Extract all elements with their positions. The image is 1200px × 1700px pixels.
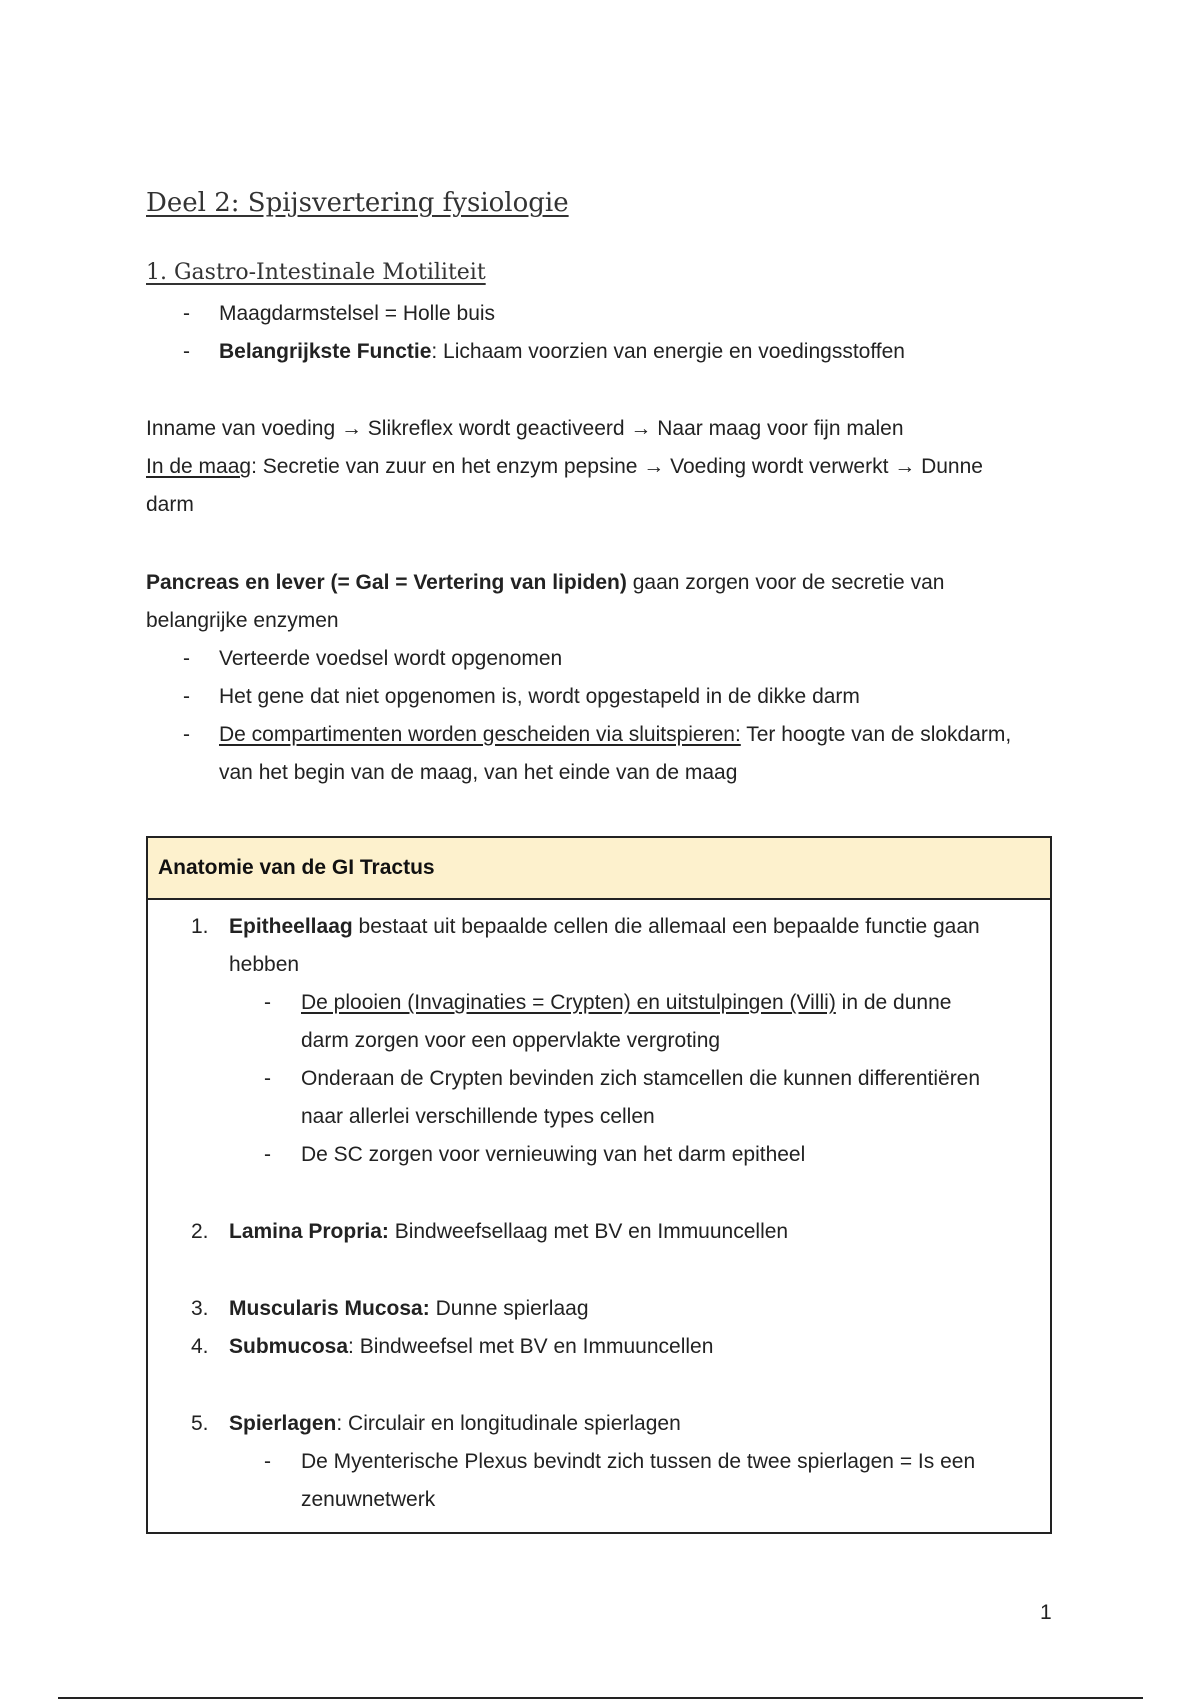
bullet-underlined: De compartimenten worden gescheiden via sluitspieren: <box>219 723 741 746</box>
bullet-dash: - <box>264 1067 271 1090</box>
item-text: bestaat uit bepaalde cellen die allemaal een bepaalde functie gaan <box>352 915 980 938</box>
bullet-item: Verteerde voedsel wordt opgenomen <box>219 647 563 670</box>
list-number: 2. <box>191 1220 209 1243</box>
pancreas-line-1 <box>146 571 944 595</box>
sub-bullet <box>301 991 951 1015</box>
page-number: 1 <box>1040 1601 1052 1624</box>
item-bold: Muscularis Mucosa: <box>229 1297 430 1320</box>
item-text: Bindweefsellaag met BV en Immuuncellen <box>388 1220 789 1243</box>
list-item <box>229 1335 713 1359</box>
bullet-dash: - <box>183 340 190 363</box>
list-number: 3. <box>191 1297 209 1320</box>
flow-line-1: Inname van voeding → Slikreflex wordt geactiveerd → Naar maag voor fijn malen <box>146 417 904 440</box>
flow-text: : Secretie van zuur en het enzym pepsine → Voeding wordt verwerkt → Dunne <box>251 455 983 478</box>
list-continuation: hebben <box>229 953 300 976</box>
list-item <box>229 915 980 939</box>
pancreas-bold: Pancreas en lever (= Gal = Vertering van lipiden) <box>146 571 627 594</box>
sub-bullet-continuation: zenuwnetwerk <box>301 1488 436 1511</box>
bullet-dash: - <box>264 991 271 1014</box>
flow-line-2 <box>146 455 983 479</box>
sub-bullet-underlined: De plooien (Invaginaties = Crypten) en uitstulpingen (Villi) <box>301 991 836 1014</box>
bullet-text: Ter hoogte van de slokdarm, <box>740 723 1012 746</box>
bullet-item <box>219 340 905 364</box>
bullet-dash: - <box>183 723 190 746</box>
bullet-dash: - <box>183 685 190 708</box>
sub-bullet-continuation: darm zorgen voor een oppervlakte vergroting <box>301 1029 721 1052</box>
bullet-item: Het gene dat niet opgenomen is, wordt opgestapeld in de dikke darm <box>219 685 860 708</box>
flow-underlined: In de maag <box>146 455 252 478</box>
bullet-dash: - <box>264 1143 271 1166</box>
bullet-continuation: van het begin van de maag, van het einde van de maag <box>219 761 738 784</box>
list-number: 1. <box>191 915 209 938</box>
bullet-text: : Lichaam voorzien van energie en voedingsstoffen <box>431 340 905 363</box>
list-number: 5. <box>191 1412 209 1435</box>
item-bold: Spierlagen <box>229 1412 337 1435</box>
flow-line-3: darm <box>146 493 194 516</box>
page-divider <box>58 1697 1143 1699</box>
item-text: Dunne spierlaag <box>429 1297 589 1320</box>
sub-bullet-text: in de dunne <box>835 991 952 1014</box>
list-item <box>229 1220 788 1244</box>
page-title: Deel 2: Spijsvertering fysiologie <box>146 188 569 218</box>
sub-bullet: De SC zorgen voor vernieuwing van het darm epitheel <box>301 1143 806 1166</box>
pancreas-text: gaan zorgen voor de secretie van <box>626 571 945 594</box>
list-number: 4. <box>191 1335 209 1358</box>
sub-bullet-continuation: naar allerlei verschillende types cellen <box>301 1105 655 1128</box>
item-text: : Circulair en longitudinale spierlagen <box>336 1412 681 1435</box>
bullet-dash: - <box>264 1450 271 1473</box>
item-bold: Lamina Propria: <box>229 1220 389 1243</box>
table-header-text: Anatomie van de GI Tractus <box>158 856 435 879</box>
bullet-item <box>219 302 495 326</box>
bullet-dash: - <box>183 647 190 670</box>
sub-bullet: Onderaan de Crypten bevinden zich stamcellen die kunnen differentiëren <box>301 1067 981 1090</box>
list-item <box>229 1412 681 1436</box>
bullet-text: Maagdarmstelsel = Holle buis <box>219 302 496 325</box>
sub-bullet: De Myenterische Plexus bevindt zich tussen de twee spierlagen = Is een <box>301 1450 976 1473</box>
list-item <box>229 1297 589 1321</box>
item-bold: Epitheellaag <box>229 915 353 938</box>
item-bold: Submucosa <box>229 1335 349 1358</box>
table-header <box>148 838 1050 900</box>
pancreas-line-2: belangrijke enzymen <box>146 609 339 632</box>
item-text: : Bindweefsel met BV en Immuuncellen <box>348 1335 714 1358</box>
section-heading: 1. Gastro-Intestinale Motiliteit <box>146 260 486 285</box>
bullet-bold: Belangrijkste Functie <box>219 340 432 363</box>
bullet-dash: - <box>183 302 190 325</box>
bullet-item <box>219 723 1011 747</box>
